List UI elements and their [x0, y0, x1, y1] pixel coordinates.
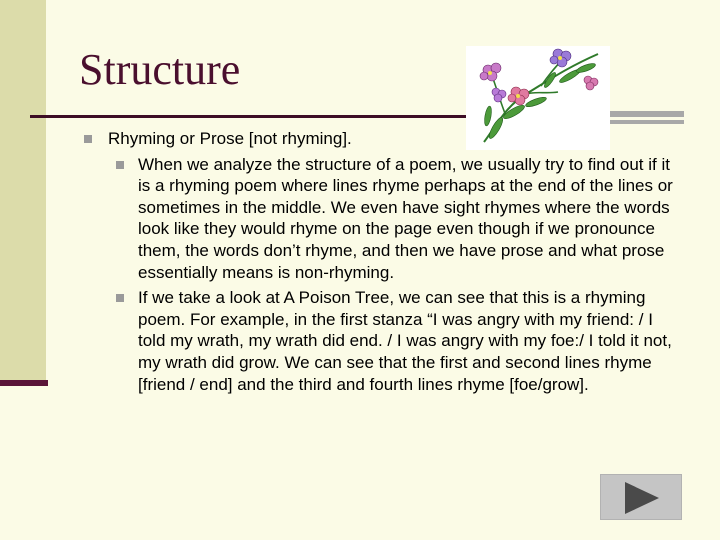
side-band	[0, 0, 46, 382]
decorative-bar	[610, 111, 684, 117]
slide-title: Structure	[79, 45, 241, 94]
paragraph-text: When we analyze the structure of a poem, we usually try to find out if it is a rhyming poem where lines rhyme perhaps at the end of the lines or sometimes in the middle. We even have sight rhymes where the words look like they would rhyme on the page even though if we pronounce them, the words don’t rhyme, and then we have prose and what prose essentially means is non-rhyming.	[138, 154, 673, 282]
paragraph-text: If we take a look at A Poison Tree, we can see that this is a rhyming poem. For example, in the first stanza “I was angry with my friend: / I told my wrath, my wrath did end. / I was angry with my foe:/ I told it not, my wrath did grow. We can see that the first and second lines rhyme [friend / end] and the third and fourth lines rhyme [foe/grow].	[138, 288, 672, 394]
next-slide-button[interactable]	[600, 474, 682, 520]
title-underline	[30, 115, 470, 118]
play-triangle-icon	[623, 481, 661, 515]
sub-bullet-item	[84, 154, 684, 284]
square-bullet-icon	[116, 161, 124, 169]
slide-body	[84, 128, 684, 395]
side-accent-bar	[0, 380, 48, 386]
square-bullet-icon	[84, 135, 92, 143]
square-bullet-icon	[116, 294, 124, 302]
decorative-bar	[610, 120, 684, 124]
heading-text: Rhyming or Prose [not rhyming].	[108, 129, 352, 148]
bullet-heading	[84, 128, 684, 150]
sub-bullet-item	[84, 287, 684, 395]
